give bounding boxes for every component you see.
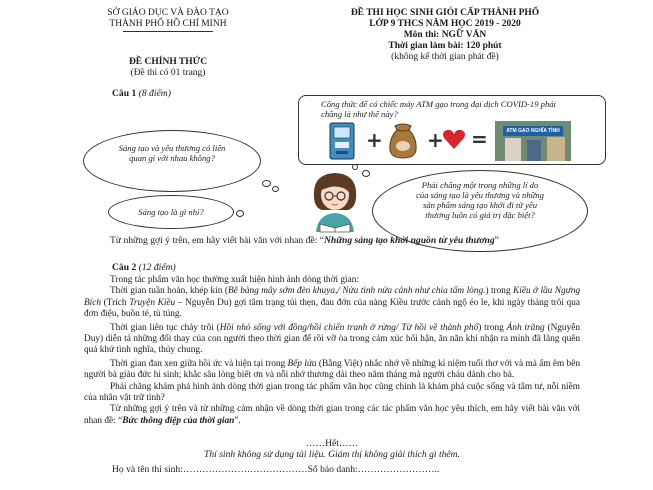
cloud-creativity-text: Sáng tạo là gì nhỉ? (138, 207, 204, 217)
thought-cloud-relation (83, 130, 261, 192)
official-label: ĐỀ CHÍNH THỨC (128, 57, 208, 67)
text: Thời gian liên tục chảy trôi ( (110, 322, 220, 333)
candidate-info-line: Họ và tên thí sinh:…………………………………Số báo danh:…………………….. (112, 464, 440, 475)
atm-machine-icon (327, 122, 357, 160)
exam-title: ĐỀ THI HỌC SINH GIỎI CẤP THÀNH PHỐ (350, 8, 540, 18)
text: Thời gian tuần hoàn, khép kín ( (110, 286, 228, 297)
q1-prompt-end: ” (494, 235, 499, 246)
header-right (295, 8, 595, 63)
header-left-divider (123, 31, 213, 32)
work-title: Ánh trăng (506, 322, 545, 333)
q2-points: (12 điểm) (138, 262, 176, 273)
q2-para-anh-trang (84, 323, 580, 357)
candidate-note: Thí sinh không sử dụng tài liệu. Giám thị không giải thích gì thêm. (204, 449, 460, 460)
plus-sign-2: + (427, 128, 444, 152)
thought-cloud-creativity (108, 195, 234, 229)
text: ) trong (478, 322, 507, 333)
q2-para-task (84, 404, 580, 427)
city-name: THÀNH PHỐ HỒ CHÍ MINH (109, 19, 227, 29)
thought-dot (272, 186, 279, 192)
q2-heading (112, 262, 176, 273)
footer (84, 438, 580, 460)
official-block (88, 57, 248, 79)
text: ) trong (485, 286, 514, 297)
text: Thời gian đan xen giữa hồi ức và hiện tại trong (110, 358, 288, 369)
q2-label: Câu 2 (112, 262, 137, 273)
pages-note: (Đề thi có 01 trang) (130, 68, 206, 78)
cloud-relation-text: Sáng tạo và yêu thương có liên quan gì với nhau không? (118, 143, 226, 163)
header-left (88, 8, 248, 30)
atm-sign: ATM GẠO NGHĨA TÌNH (503, 126, 563, 136)
exam-grade-year: LỚP 9 THCS NĂM HỌC 2019 - 2020 (369, 19, 521, 29)
text: (Bằng Việt) nhắc nhớ về những kỉ niệm tuổi thơ với và mà ấm êm bên người bà giàu đức hi sinh; khắc sâu lòng biết ơn và nỗi nhớ thương dài theo năm tháng mà người cháu dành cho bà. (84, 358, 580, 381)
q1-heading (112, 88, 171, 99)
work-source: Truyện Kiều (129, 297, 176, 308)
work-title: Bếp lửa (287, 358, 317, 369)
formula-banner (298, 95, 606, 165)
work-title: Kiều ở lầu Ngưng Bích (84, 286, 580, 308)
q1-label: Câu 1 (112, 88, 137, 99)
q2-intro: Trong tác phẩm văn học thường xuất hiện hình ảnh dòng thời gian: (110, 275, 359, 285)
text: Từ những gợi ý trên và từ những cảm nhận về dòng thời gian trong các tác phẩm văn học yêu thích, em hãy viết bài văn với nhan đề: “ (84, 404, 580, 426)
end-marker: ……Hết…… (305, 438, 359, 449)
quote: Bẽ bàng mây sớm đèn khuya,/ Nửa tình nửa cảnh như chia tấm lòng. (227, 286, 486, 297)
q1-prompt-start: Từ những gợi ý trên, em hãy viết bài văn với nhan đề: “ (110, 235, 324, 246)
quote: Hồi nhỏ sống với đồng/hồi chiến tranh ở rừng/ Từ hồi về thành phố (219, 322, 479, 333)
girl-reading-illustration (300, 168, 370, 234)
exam-subject: Môn thi: NGỮ VĂN (403, 30, 487, 40)
q1-points: (8 điểm) (138, 88, 171, 99)
exam-time-note: (không kể thời gian phát đề) (391, 52, 499, 62)
q2-body (84, 275, 580, 427)
thought-dot (236, 210, 244, 217)
q2-para-bep-lua (84, 359, 580, 382)
q2-para-question: Phải chăng khám phá hình ảnh dòng thời gian trong tác phẩm văn học cũng chính là khám phá cuộc sống và tâm tư, nỗi niềm của nhân vật trữ tình? (84, 381, 580, 404)
text: – Nguyễn Du) gợi tâm trạng tủi thẹn, đau đớn của nàng Kiều trước cảnh ngộ éo le, khi ngày tháng trôi qua đơn điệu, buồn tẻ, tù túng. (84, 297, 580, 320)
q2-para-kieu (84, 286, 580, 320)
text: (Trích (101, 297, 130, 308)
q1-prompt (84, 235, 580, 247)
q1-essay-title: Những sáng tạo khởi nguồn từ yêu thương (323, 235, 495, 246)
banner-text: Công thức để có chiếc máy ATM gạo trong đại dịch COVID-19 phải chăng là như thế này? (321, 99, 556, 119)
text: ”. (234, 415, 241, 426)
thought-dot (262, 180, 271, 187)
cloud-love-text: Phải chăng một trong những lí do của sáng tạo là yêu thương và những sản phẩm sáng tạo khởi đi từ yêu thương luôn có giá trị đặc biệt? (416, 180, 544, 220)
plus-sign-1: + (366, 128, 383, 152)
department-name: SỞ GIÁO DỤC VÀ ĐÀO TẠO (107, 8, 229, 18)
equals-sign: = (471, 127, 488, 151)
rice-sack-icon (385, 120, 421, 160)
heart-icon (442, 128, 466, 150)
rice-atm-photo (495, 121, 571, 161)
q2-essay-title: Bức thông điệp của thời gian (122, 415, 235, 426)
exam-time: Thời gian làm bài: 120 phút (388, 41, 502, 51)
text: (Nguyễn Duy) diễn tả những đổi thay của con người theo thời gian để rồi vỡ òa trong cảm xúc hối hận, ăn năn khi nhận ra mình đã lãng quên quá khứ tình nghĩa, thủy chung. (84, 322, 580, 356)
